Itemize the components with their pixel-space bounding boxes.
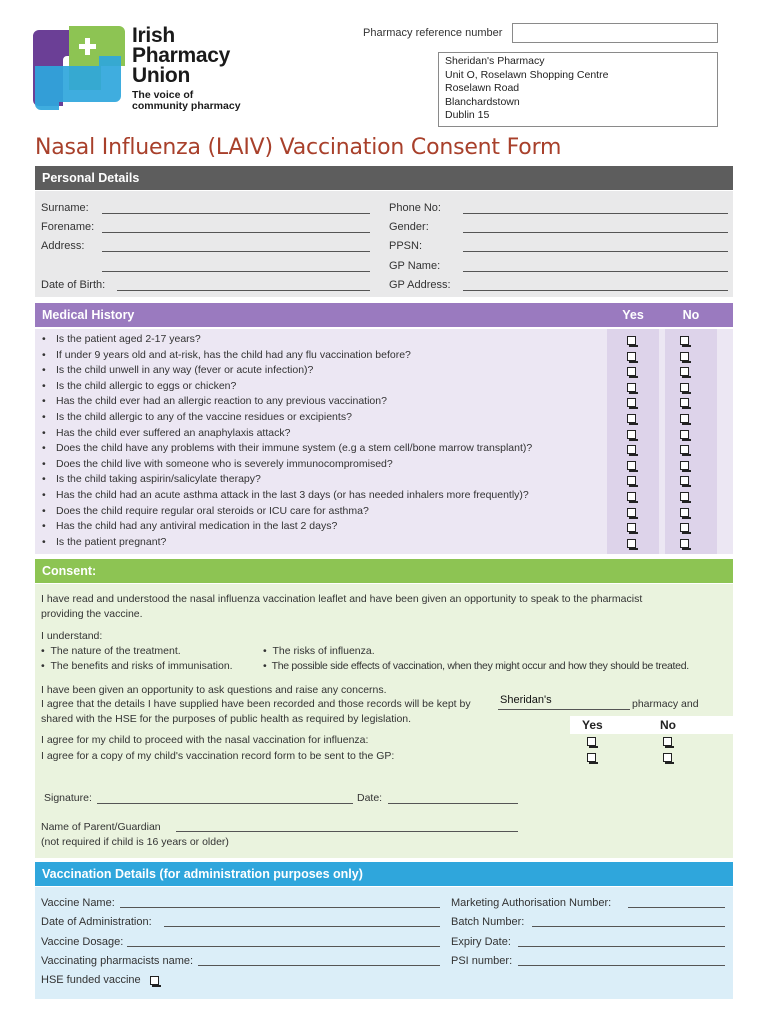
pharmacist-field[interactable] — [198, 965, 440, 966]
pharmacy-address-box[interactable] — [438, 52, 718, 127]
understand-bullet-3: • The risks of influenza. — [263, 645, 375, 657]
medical-no-checkbox[interactable] — [680, 523, 689, 532]
medical-no-checkbox[interactable] — [680, 476, 689, 485]
medical-yes-checkbox[interactable] — [627, 367, 636, 376]
medical-question-text: Is the child allergic to any of the vaccine residues or excipients? — [56, 411, 352, 423]
medical-yes-checkbox[interactable] — [627, 352, 636, 361]
bullet-text: The possible side effects of vaccination, when they might occur and how they should be treated. — [271, 660, 689, 672]
consent-date-field[interactable] — [388, 803, 518, 804]
medical-question — [42, 395, 387, 407]
consent-para-line-1: I have read and understood the nasal influenza vaccination leaflet and have been given an opportunity to speak to the pharmacist — [41, 593, 643, 605]
signature-label: Signature: — [44, 792, 92, 804]
medical-question — [42, 520, 337, 532]
bullet-icon: • — [42, 535, 46, 548]
hse-funded-label: HSE funded vaccine — [41, 974, 141, 986]
medical-no-checkbox[interactable] — [680, 398, 689, 407]
agree-vaccination-no-checkbox[interactable] — [663, 737, 672, 746]
address-line: Unit O, Roselawn Shopping Centre — [445, 68, 609, 81]
psi-field[interactable] — [518, 965, 725, 966]
medical-no-checkbox[interactable] — [680, 445, 689, 454]
ppsn-label: PPSN: — [389, 240, 423, 252]
ipu-logo-mark-icon — [33, 26, 125, 110]
bullet-icon: • — [42, 333, 46, 345]
medical-question — [42, 380, 236, 392]
medical-no-checkbox[interactable] — [680, 336, 689, 345]
date-admin-field[interactable] — [164, 926, 440, 927]
medical-question — [42, 536, 166, 548]
expiry-field[interactable] — [518, 946, 725, 947]
gp-address-field[interactable] — [463, 290, 728, 291]
medical-question-text: Has the child had any antiviral medication in the last 2 days? — [56, 520, 338, 533]
understand-bullet-4: • The possible side effects of vaccination, when they might occur and how they should be treated. — [263, 660, 689, 672]
medical-question-text: Is the child taking aspirin/salicylate therapy? — [56, 473, 261, 486]
medical-question-text: Is the child unwell in any way (fever or acute infection)? — [56, 364, 314, 377]
bullet-text: The benefits and risks of immunisation. — [50, 660, 233, 672]
medical-question — [42, 364, 313, 376]
medical-question — [42, 458, 393, 470]
parent-name-label: Name of Parent/Guardian — [41, 821, 161, 833]
surname-label: Surname: — [41, 202, 89, 214]
bullet-icon: • — [42, 520, 46, 533]
medical-no-checkbox[interactable] — [680, 539, 689, 548]
logo-tagline-1: The voice of — [132, 89, 194, 101]
medical-yes-checkbox[interactable] — [627, 461, 636, 470]
agree-gp-yes-checkbox[interactable] — [587, 753, 596, 762]
yes-column — [607, 329, 659, 554]
address-line: Sheridan's Pharmacy — [445, 55, 545, 67]
medical-question — [42, 442, 532, 454]
records-line-2: shared with the HSE for the purposes of public health as required by legislation. — [41, 713, 412, 725]
personal-details-header: Personal Details — [35, 166, 733, 190]
logo-wordmark — [132, 26, 241, 112]
medical-no-checkbox[interactable] — [680, 492, 689, 501]
batch-field[interactable] — [532, 926, 725, 927]
personal-details-panel — [35, 191, 733, 297]
address-line: Dublin 15 — [445, 109, 490, 121]
medical-question-text: Is the patient aged 2-17 years? — [56, 333, 201, 345]
medical-yes-checkbox[interactable] — [627, 476, 636, 485]
bullet-icon: • — [42, 395, 46, 408]
parent-name-note: (not required if child is 16 years or older) — [41, 836, 229, 848]
parent-name-field[interactable] — [176, 831, 518, 832]
medical-yes-checkbox[interactable] — [627, 414, 636, 423]
records-line-1: I agree that the details I have supplied have been recorded and those records will be kept by — [41, 698, 471, 710]
pharmacy-ref-input[interactable] — [512, 23, 718, 43]
medical-yes-header: Yes — [607, 303, 659, 327]
ppsn-field[interactable] — [463, 251, 728, 252]
gp-name-field[interactable] — [463, 271, 728, 272]
medical-question — [42, 427, 290, 439]
medical-yes-checkbox[interactable] — [627, 508, 636, 517]
hse-funded-checkbox[interactable] — [150, 976, 159, 985]
agree-vaccination-yes-checkbox[interactable] — [587, 737, 596, 746]
address-line: Blanchardstown — [445, 95, 520, 108]
medical-yes-checkbox[interactable] — [627, 445, 636, 454]
consent-para-line-2: providing the vaccine. — [41, 608, 143, 620]
medical-no-checkbox[interactable] — [680, 461, 689, 470]
pharmacy-ref-label: Pharmacy reference number — [363, 27, 503, 39]
bullet-text: The nature of the treatment. — [50, 645, 181, 657]
medical-question — [42, 489, 529, 501]
gender-field[interactable] — [463, 232, 728, 233]
medical-question-text: Has the child had an acute asthma attack in the last 3 days (or has needed inhalers more frequently)? — [56, 489, 529, 501]
pharmacist-label: Vaccinating pharmacists name: — [41, 955, 194, 967]
no-column — [665, 329, 717, 554]
bullet-icon: • — [42, 411, 46, 423]
forename-field[interactable] — [102, 232, 370, 233]
bullet-icon: • — [42, 364, 46, 377]
medical-no-checkbox[interactable] — [680, 430, 689, 439]
medical-question — [42, 349, 411, 361]
surname-field[interactable] — [102, 213, 370, 214]
medical-question-text: Has the child ever had an allergic reaction to any previous vaccination? — [56, 395, 387, 408]
medical-question-text: Is the patient pregnant? — [56, 535, 167, 548]
agree-gp-label: I agree for a copy of my child's vaccination record form to be sent to the GP: — [41, 750, 395, 762]
medical-yes-checkbox[interactable] — [627, 383, 636, 392]
forename-label: Forename: — [41, 221, 95, 233]
dob-field[interactable] — [117, 290, 370, 291]
vaccine-name-label: Vaccine Name: — [41, 897, 115, 909]
medical-no-checkbox[interactable] — [680, 508, 689, 517]
questions-line: I have been given an opportunity to ask questions and raise any concerns. — [41, 684, 387, 696]
medical-yes-checkbox[interactable] — [627, 336, 636, 345]
consent-yes-header: Yes — [582, 718, 603, 732]
ma-number-label: Marketing Authorisation Number: — [451, 897, 612, 909]
dob-label: Date of Birth: — [41, 279, 106, 291]
batch-label: Batch Number: — [451, 916, 525, 928]
consent-date-label: Date: — [357, 792, 383, 804]
medical-question — [42, 333, 201, 345]
medical-yes-checkbox[interactable] — [627, 430, 636, 439]
medical-no-header: No — [665, 303, 717, 327]
medical-no-checkbox[interactable] — [680, 352, 689, 361]
agree-gp-no-checkbox[interactable] — [663, 753, 672, 762]
understand-bullet-2: • The benefits and risks of immunisation. — [41, 660, 233, 672]
medical-question-text: Does the child have any problems with their immune system (e.g a stem cell/bone marrow transplant)? — [56, 442, 533, 455]
medical-question — [42, 473, 261, 485]
date-admin-label: Date of Administration: — [41, 916, 152, 928]
address-field-2[interactable] — [102, 271, 370, 272]
vaccination-details-header: Vaccination Details (for administration purposes only) — [35, 862, 733, 886]
medical-question-text: If under 9 years old and at-risk, has the child had any flu vaccination before? — [56, 348, 411, 361]
ma-number-field[interactable] — [628, 907, 725, 908]
consent-header: Consent: — [35, 559, 733, 583]
address-field[interactable] — [102, 251, 370, 252]
medical-yes-checkbox[interactable] — [627, 398, 636, 407]
consent-no-header: No — [660, 718, 676, 732]
psi-label: PSI number: — [451, 955, 513, 967]
bullet-icon: • — [42, 504, 46, 517]
phone-label: Phone No: — [389, 202, 441, 214]
bullet-icon: • — [42, 348, 46, 361]
form-title: Nasal Influenza (LAIV) Vaccination Consent Form — [35, 135, 562, 160]
address-label: Address: — [41, 240, 85, 252]
records-pharmacy-field[interactable] — [498, 709, 630, 710]
medical-history-header: Medical History — [35, 303, 733, 327]
medical-question-text: Does the child live with someone who is severely immunocompromised? — [56, 457, 393, 470]
bullet-icon: • — [42, 379, 46, 392]
medical-no-checkbox[interactable] — [680, 383, 689, 392]
gp-name-label: GP Name: — [389, 260, 441, 272]
records-suffix: pharmacy and — [632, 698, 699, 710]
medical-question — [42, 505, 369, 517]
medical-no-checkbox[interactable] — [680, 414, 689, 423]
gp-address-label: GP Address: — [389, 279, 451, 291]
medical-yes-checkbox[interactable] — [627, 523, 636, 532]
records-pharmacy-value: Sheridan's — [500, 694, 552, 706]
logo-line-2: Pharmacy — [132, 44, 230, 67]
signature-field[interactable] — [97, 803, 353, 804]
logo-line-1: Irish — [132, 24, 175, 47]
gender-label: Gender: — [389, 221, 429, 233]
agree-vaccination-label: I agree for my child to proceed with the nasal vaccination for influenza: — [41, 734, 369, 746]
ipu-logo — [33, 26, 248, 112]
address-line: Roselawn Road — [445, 82, 520, 94]
medical-question-text: Is the child allergic to eggs or chicken? — [56, 379, 237, 392]
medical-question-text: Does the child require regular oral steroids or ICU care for asthma? — [56, 504, 369, 517]
logo-line-3: Union — [132, 64, 190, 87]
understand-label: I understand: — [41, 630, 103, 642]
bullet-icon: • — [42, 426, 46, 439]
understand-bullet-1: • The nature of the treatment. — [41, 645, 181, 657]
bullet-text: The risks of influenza. — [272, 645, 375, 657]
expiry-label: Expiry Date: — [451, 936, 511, 948]
medical-question-text: Has the child ever suffered an anaphylaxis attack? — [56, 426, 291, 439]
bullet-icon: • — [42, 473, 46, 486]
bullet-icon: • — [42, 489, 46, 501]
medical-no-checkbox[interactable] — [680, 367, 689, 376]
medical-yes-checkbox[interactable] — [627, 539, 636, 548]
vaccine-name-field[interactable] — [120, 907, 440, 908]
medical-yes-checkbox[interactable] — [627, 492, 636, 501]
bullet-icon: • — [42, 457, 46, 470]
medical-question — [42, 411, 352, 423]
logo-tagline-2: community pharmacy — [132, 100, 241, 112]
dosage-field[interactable] — [127, 946, 440, 947]
bullet-icon: • — [42, 442, 46, 455]
phone-field[interactable] — [463, 213, 728, 214]
dosage-label: Vaccine Dosage: — [41, 936, 124, 948]
